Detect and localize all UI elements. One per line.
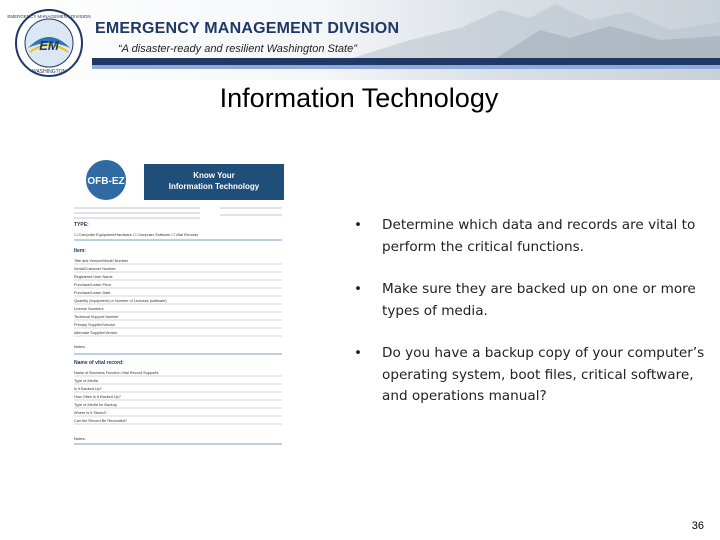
doc-badge-text: OFB-EZ [87,176,125,187]
org-tagline: “A disaster-ready and resilient Washington State” [118,43,357,55]
doc-field-label: Title and Version/Model Number [74,259,129,263]
doc-field-label: Where Is It Stored? [74,411,107,415]
bullet-text: Determine which data and records are vital to perform the critical functions. [382,217,696,255]
ofb-ez-document-thumbnail [70,160,286,441]
bullet-item [350,343,705,408]
slide-title-text: Information Technology [219,83,499,113]
bullet-dot: • [354,281,363,297]
logo-top-text: EMERGENCY MANAGEMENT DIVISION [7,14,91,19]
doc-field-label: How Often Is It Backed Up? [74,395,121,399]
doc-field-label: Purchase/Lease Price [74,283,112,287]
doc-field-label: Type of Media for Backup [74,403,118,407]
doc-field-label: Can the Record Be Recreated? [74,419,127,423]
doc-field-label: Name of Business Function Vital Record Supports [74,371,159,375]
logo-center-text: EM [39,38,59,53]
bullet-dot: • [354,345,363,361]
em-division-seal-logo [7,8,91,78]
bullet-item [350,279,705,322]
doc-field-label: Alternate Supplier/Vendor [74,331,118,335]
page-number: 36 [691,520,704,532]
bullet-list [350,215,705,429]
header-divider-light [92,65,720,69]
logo-bottom-text: WASHINGTON [31,69,67,75]
doc-item-label: Item: [74,248,86,254]
doc-type-options: ☐ Computer Equipment/Hardware ☐ Computer Software ☐ Vital Records [74,233,199,237]
doc-field-label: Technical Support Number [74,315,119,319]
doc-field-label: Registered User Name [74,275,113,279]
bullet-text: Make sure they are backed up on one or more types of media. [382,281,696,319]
doc-heading-line1: Know Your [193,171,235,180]
doc-field-label: Is It Backed Up? [74,387,102,391]
slide-title [0,83,720,114]
doc-field-label: Serial/Customer Number [74,267,116,271]
doc-field-label: Type of Media [74,379,98,383]
org-title: EMERGENCY MANAGEMENT DIVISION [95,20,400,37]
doc-field-label: License Numbers [74,307,104,311]
bullet-dot: • [354,217,363,233]
doc-vital-label: Name of vital record: [74,360,124,366]
doc-type-label: TYPE: [74,222,89,228]
bullet-item [350,215,705,258]
header-divider-dark [92,58,720,65]
doc-notes2-label: Notes: [74,436,86,441]
bullet-text: Do you have a backup copy of your computer’s operating system, boot files, critical software, and operations manual? [382,345,705,404]
doc-field-label: Purchase/Lease Date [74,291,111,295]
doc-notes-label: Notes: [74,344,86,349]
doc-heading-line2: Information Technology [168,182,260,191]
doc-field-label: Quantity (equipment) or Number of Licenses (software) [74,299,167,303]
doc-field-label: Primary Supplier/Vendor [74,323,116,327]
